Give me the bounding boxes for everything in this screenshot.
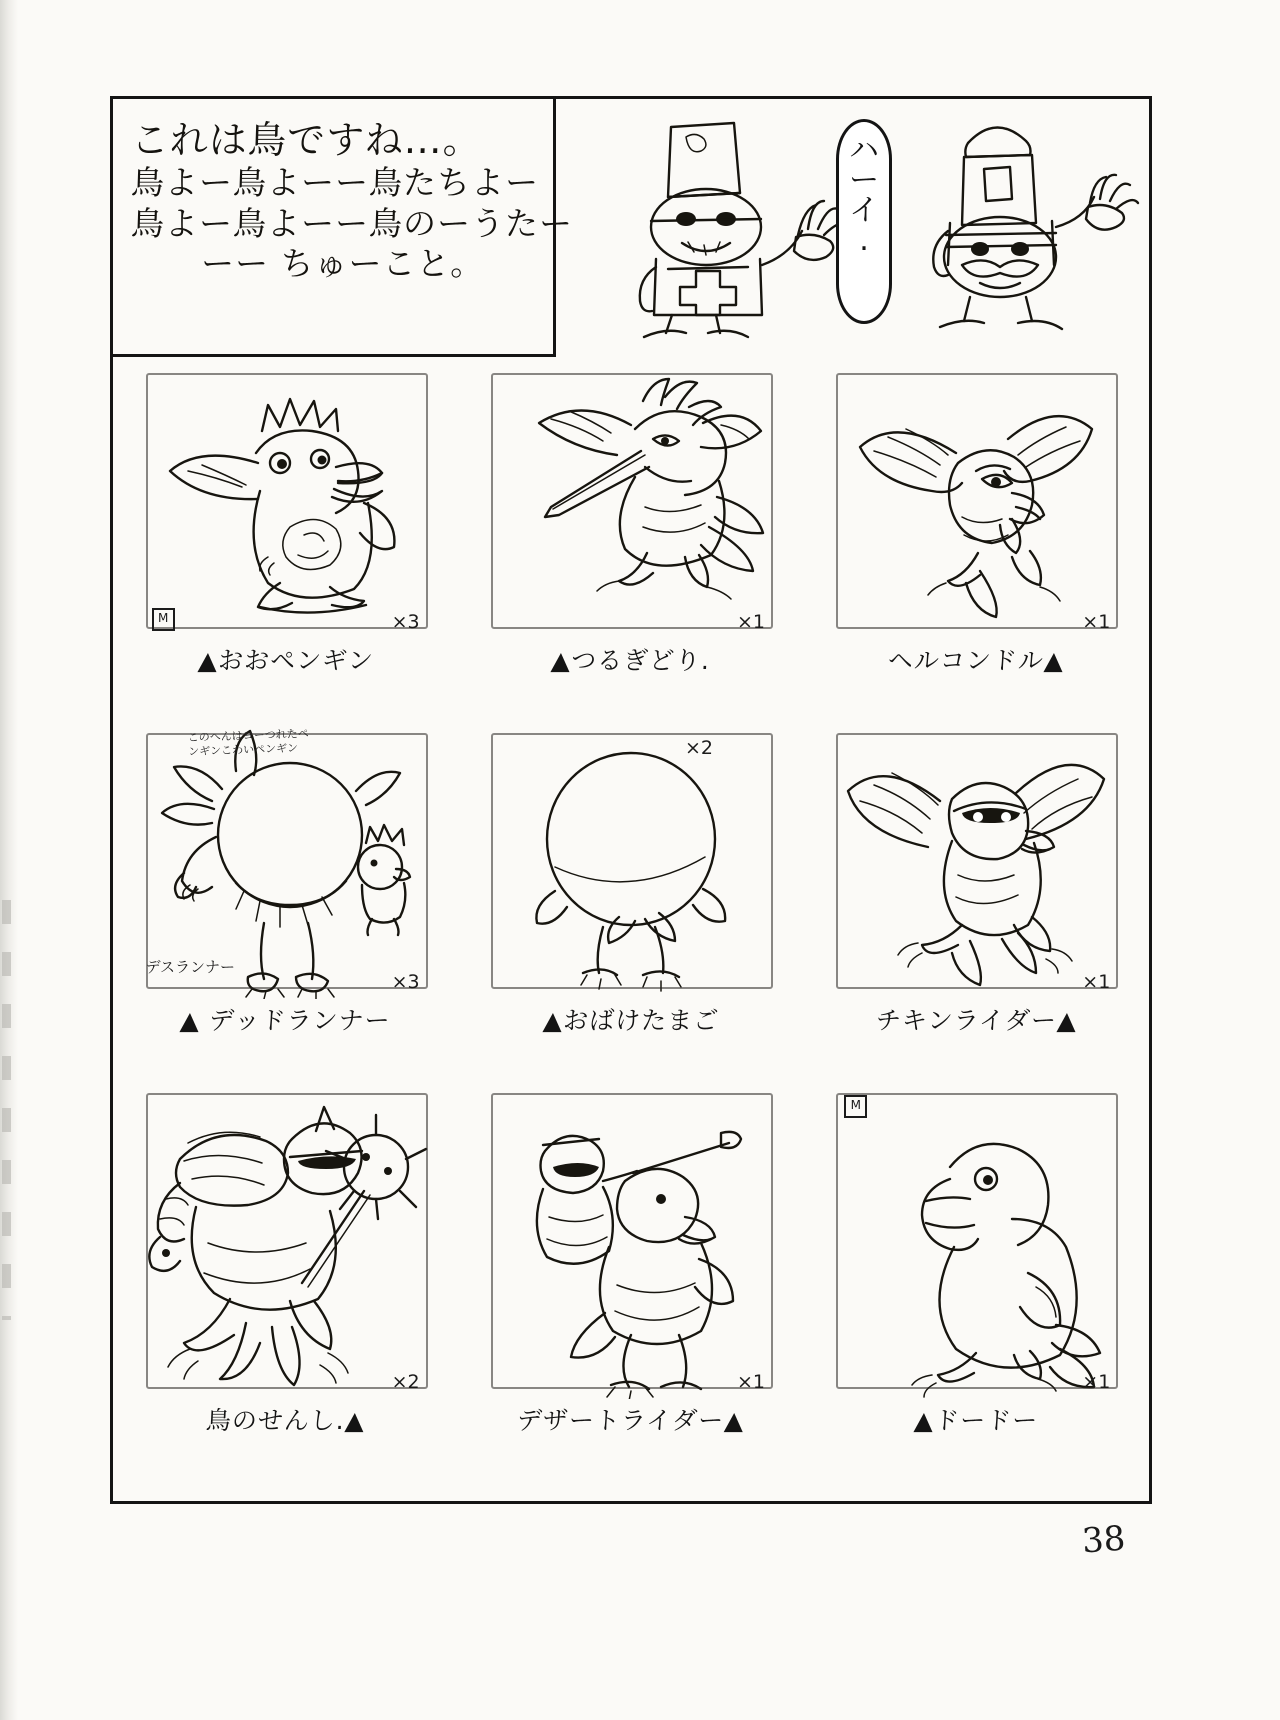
- gag-panel: [556, 99, 1152, 357]
- multiplier-label: ×1: [1082, 611, 1111, 633]
- caption-line-4: ーー ちゅーこと。: [200, 243, 486, 283]
- sketch-frame: [836, 733, 1118, 989]
- multiplier-label: ×3: [391, 971, 420, 993]
- cell-tori-no-senshi: [113, 1087, 458, 1487]
- character-label: デザートライダー▲: [516, 1406, 746, 1435]
- cell-dead-runner: [113, 727, 458, 1087]
- multiplier-label: ×2: [391, 1371, 420, 1393]
- character-label: ヘルコンドル▲: [887, 646, 1066, 675]
- sketch-row-2: [113, 727, 1149, 1087]
- sketch-frame: [836, 1093, 1118, 1389]
- m-badge: M: [844, 1095, 867, 1118]
- cell-obake-tamago: [458, 727, 803, 1087]
- artwork-hell-condor: [830, 367, 1122, 639]
- sketch-row-3: [113, 1087, 1149, 1487]
- character-label: チキンライダー▲: [874, 1006, 1078, 1035]
- speech-char-1: ハ: [849, 133, 879, 168]
- artwork-dead-runner: [140, 727, 432, 999]
- cell-chicken-rider: [804, 727, 1149, 1087]
- cell-tsurugi-dori: [458, 367, 803, 727]
- cell-desert-rider: [458, 1087, 803, 1487]
- page-frame: [110, 96, 1152, 1504]
- margin-note: このへんはヨーつれたペンギンこわいペンギン: [187, 727, 309, 759]
- page-number: 38: [1080, 1518, 1127, 1562]
- character-label: ▲ デッドランナー: [179, 1006, 392, 1035]
- multiplier-label: ×1: [1082, 1371, 1111, 1393]
- artwork-tsurugi-dori: [485, 367, 777, 639]
- sketch-frame: [491, 733, 773, 989]
- multiplier-label: ×1: [736, 1371, 765, 1393]
- m-badge: M: [152, 608, 175, 631]
- cell-hell-condor: [804, 367, 1149, 727]
- sketch-frame: [836, 373, 1118, 629]
- sketch-frame: [146, 1093, 428, 1389]
- speech-char-4: .: [859, 223, 869, 258]
- sketch-frame: [491, 373, 773, 629]
- caption-line-3: 鳥よー鳥よーー鳥のーうたー: [130, 203, 574, 243]
- sub-label: デスランナー: [145, 958, 236, 976]
- character-label: ▲おばけたまご: [542, 1006, 720, 1035]
- artwork-desert-rider: [485, 1087, 777, 1399]
- character-label: ▲つるぎどり.: [550, 646, 712, 675]
- sketch-frame: [146, 373, 428, 629]
- caption-box: [113, 99, 574, 357]
- artwork-chicken-rider: [830, 727, 1122, 999]
- artwork-oo-penguin: [140, 367, 432, 639]
- multiplier-label: ×3: [391, 611, 420, 633]
- sketch-row-1: [113, 367, 1149, 727]
- gag-left-figure: [616, 109, 866, 351]
- character-label: ▲おおペンギン: [196, 646, 375, 675]
- sketch-frame: [146, 733, 428, 989]
- artwork-tori-no-senshi: [140, 1087, 432, 1399]
- sketch-frame: [491, 1093, 773, 1389]
- character-label: 鳥のせんし.▲: [205, 1406, 366, 1435]
- multiplier-label: ×1: [736, 611, 765, 633]
- artwork-obake-tamago: [485, 727, 777, 999]
- character-label: ▲ドードー: [913, 1406, 1040, 1435]
- caption-line-2: 鳥よー鳥よーー鳥たちよー: [130, 163, 540, 203]
- page-edge-marks: [2, 900, 11, 1320]
- multiplier-label: ×2: [684, 737, 713, 759]
- multiplier-label: ×1: [1082, 971, 1111, 993]
- gag-right-figure: [906, 107, 1146, 351]
- caption-line-1: これは鳥ですね…。: [130, 118, 483, 162]
- sketch-grid: [113, 357, 1149, 1501]
- artwork-dodo: [830, 1087, 1122, 1399]
- page-edge-shadow: [0, 0, 18, 1720]
- speech-char-3: イ: [849, 193, 879, 228]
- speech-balloon: [836, 119, 892, 324]
- cell-dodo: [804, 1087, 1149, 1487]
- speech-char-2: ー: [849, 163, 879, 198]
- cell-oo-penguin: [113, 367, 458, 727]
